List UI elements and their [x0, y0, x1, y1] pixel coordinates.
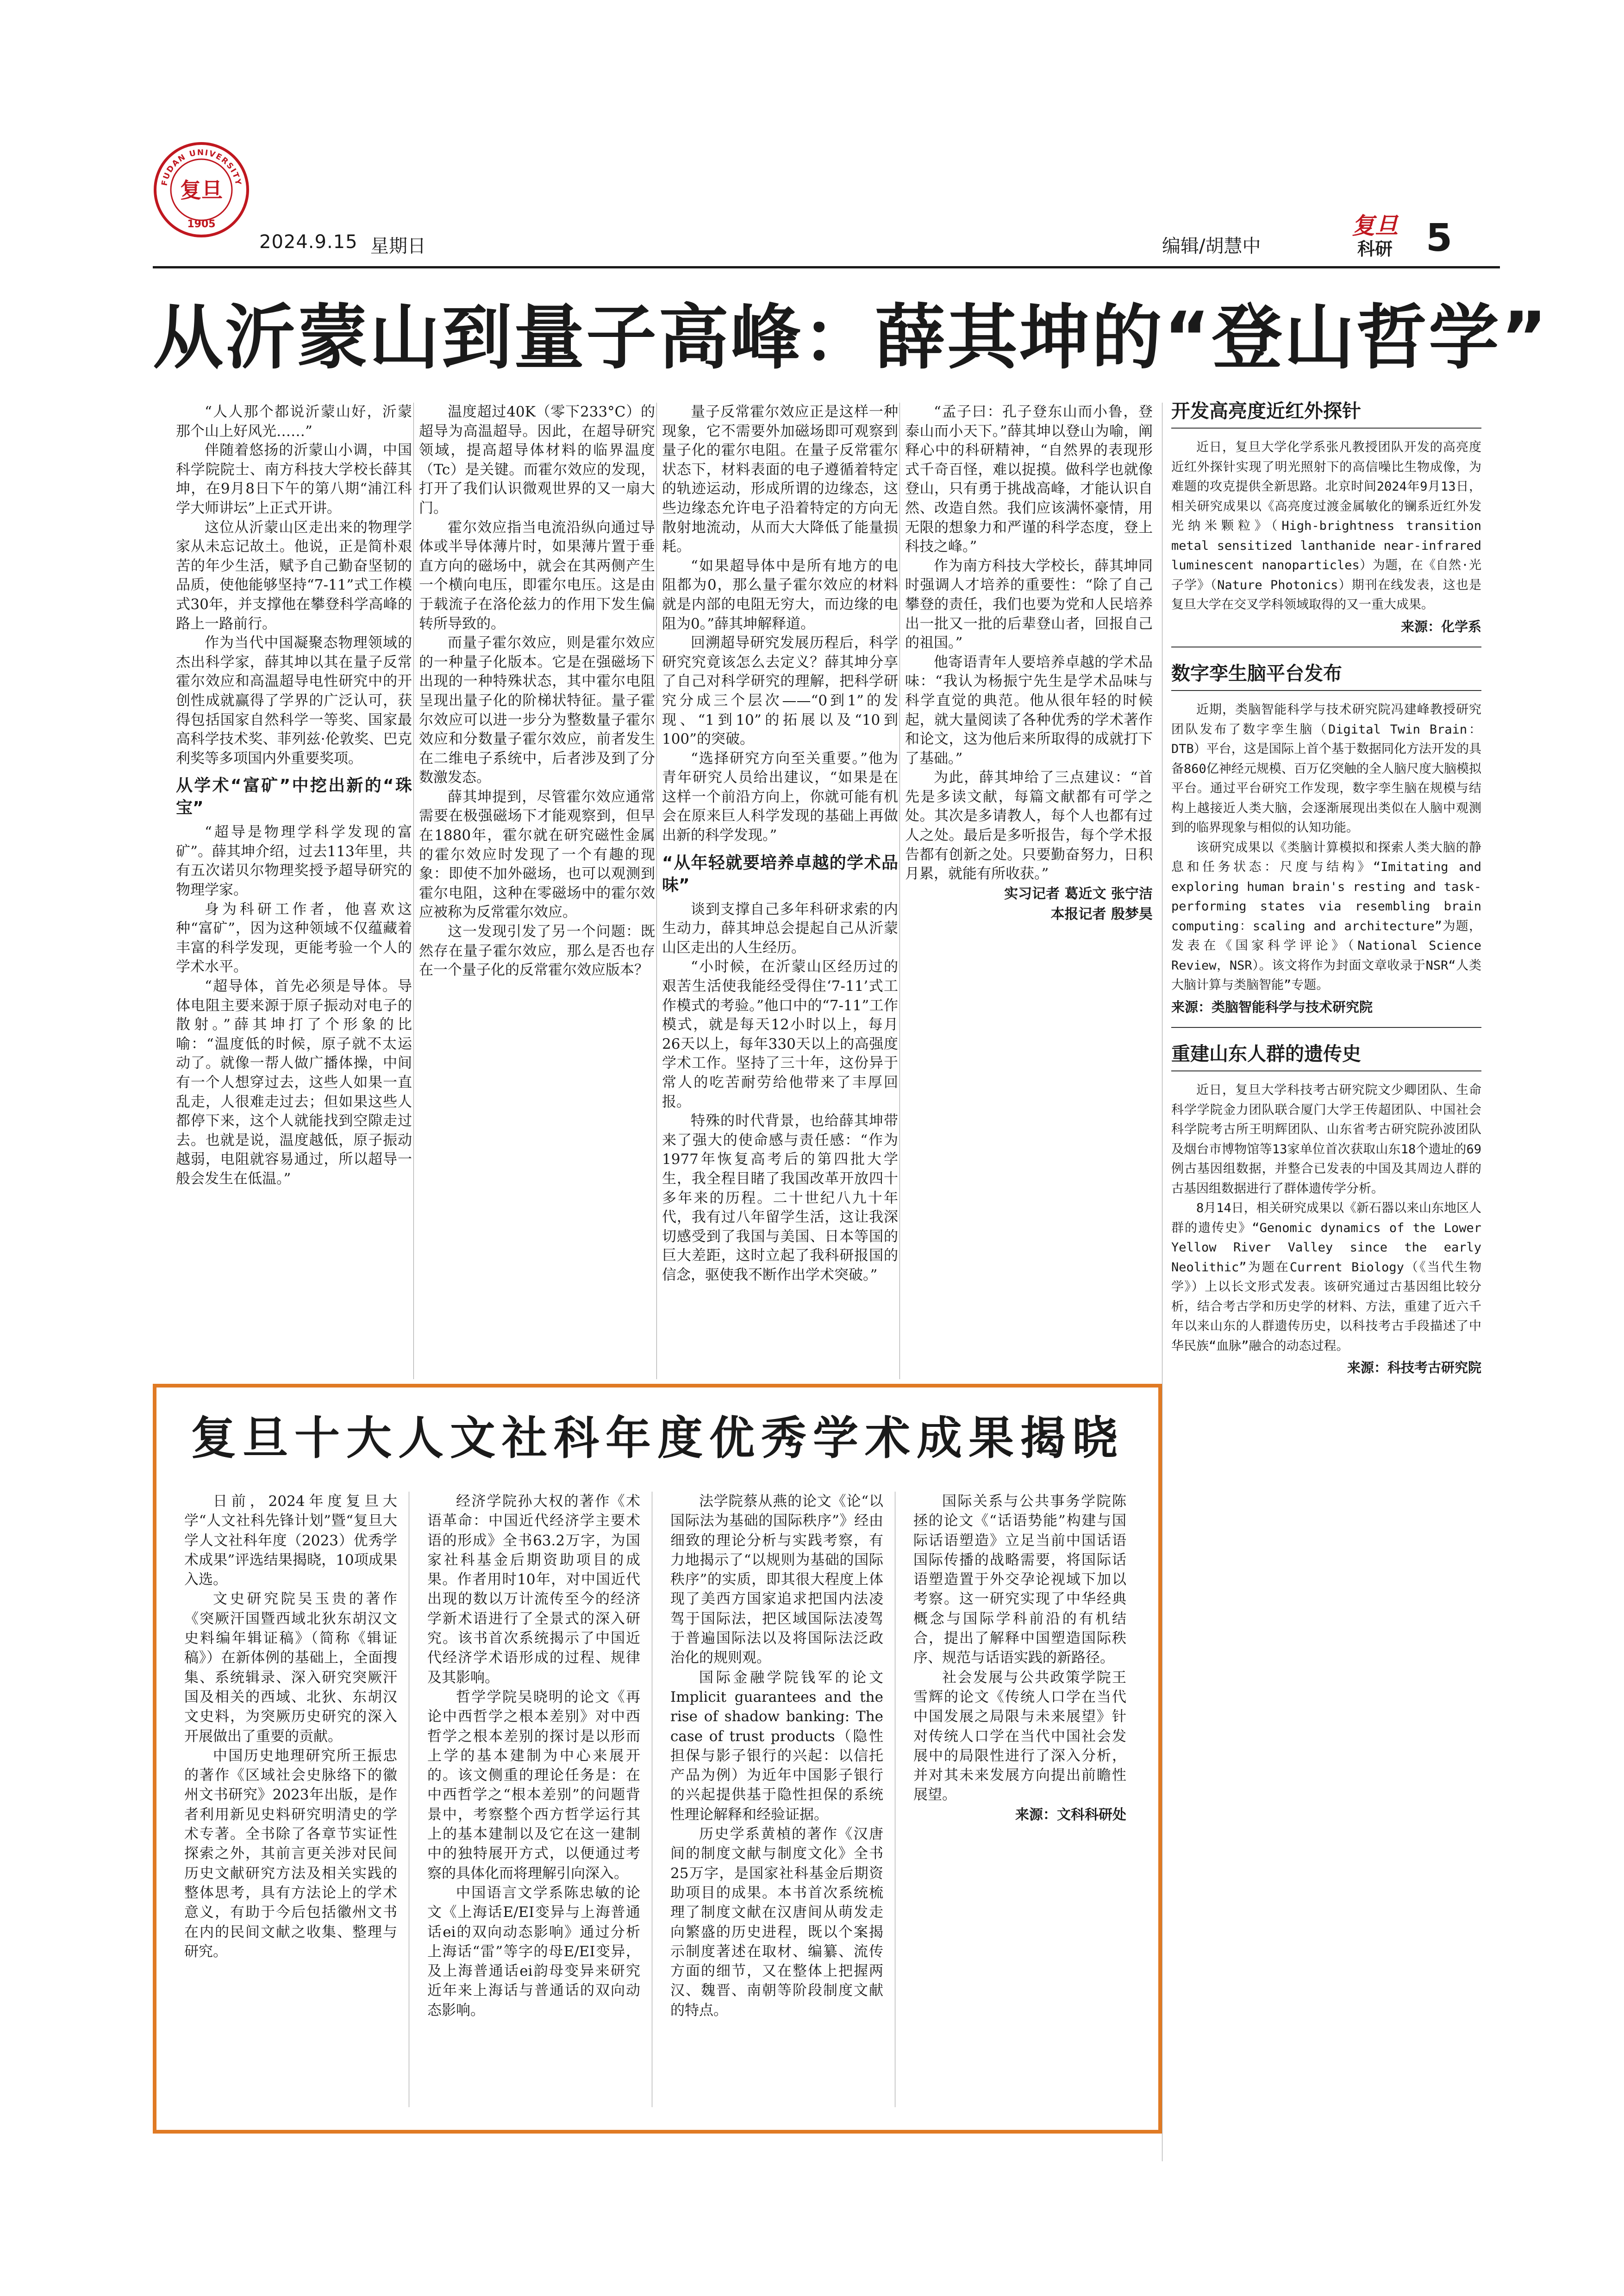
news-brief-divider: [1171, 1027, 1481, 1028]
university-seal-logo: [153, 141, 250, 238]
section-logo: [1343, 213, 1407, 259]
article-byline: 实习记者 葛近文 张宁洁: [1004, 885, 1153, 902]
header-rule: [153, 266, 1500, 268]
news-brief-paragraph: 近日，复旦大学科技考古研究院文少卿团队、生命科学学院金力团队联合厦门大学王传超团队、中国社会科学院考古所王明辉团队、山东省考古研究院孙波团队及烟台市博物馆等13家单位首次获取山东18个遗址的69例古基因组数据，并整合已发表的中国及其周边人群的古基因组数据进行了群体遗传学分析。: [1171, 1083, 1481, 1196]
news-brief: [1171, 1041, 1481, 1378]
news-brief-title: 开发高亮度近红外探针: [1171, 398, 1481, 429]
article-paragraph: 而量子霍尔效应，则是霍尔效应的一种量子化版本。它是在强磁场下出现的一种特殊状态，其中霍尔电阻呈现出量子化的阶梯状特征。量子霍尔效应可以进一步分为整数量子霍尔效应和分数量子霍尔效应，前者发生在二维电子系统中，后者涉及到了分数激发态。: [419, 635, 655, 786]
column-divider: [413, 403, 414, 1379]
feature-source: 来源：文科科研处: [1015, 1806, 1126, 1823]
article-column-3: [662, 403, 898, 1375]
news-brief-column: [1171, 398, 1481, 2161]
feature-paragraph: 法学院蔡从燕的论文《论“以国际法为基础的国际秩序”》经由细致的理论分析与实践考察，有力地揭示了“以规则为基础的国际秩序”的实质，即其很大程度上体现了美西方国家追求把国内法凌驾于国际法，把区域国际法凌驾于普遍国际法以及将国际法泛政治化的规则观。: [670, 1493, 883, 1667]
feature-paragraph: 经济学院孙大权的著作《术语革命：中国近代经济学主要术语的形成》全书63.2万字，为国家社科基金后期资助项目的成果。作者用时10年，对中国近代出现的数以万计流传至今的经济学新术语进行了全景式的深入研究。该书首次系统揭示了中国近代经济学术语形成的过程、规律及其影响。: [427, 1493, 640, 1686]
article-paragraph: 作为南方科技大学校长，薛其坤同时强调人才培养的重要性：“除了自己攀登的责任，我们也要为党和人民培养出一批又一批的后辈登山者，回报自己的祖国。”: [905, 557, 1153, 652]
seal-year: 1905: [187, 218, 216, 230]
editor-credit: 编辑/胡慧中: [1162, 236, 1261, 257]
article-paragraph: “超导是物理学科学发现的富矿”。薛其坤介绍，过去113年里，共有五次诺贝尔物理奖授予超导研究的物理学家。: [176, 824, 412, 899]
news-brief-source: 来源：科技考古研究院: [1347, 1360, 1481, 1375]
news-brief: [1171, 660, 1481, 1017]
article-paragraph: 这一发现引发了另一个问题：既然存在量子霍尔效应，那么是否也存在一个量子化的反常霍尔效应版本？: [419, 923, 655, 979]
article-paragraph: “选择研究方向至关重要。”他为青年研究人员给出建议，“如果是在这样一个前沿方向上，你就可能有机会在原来巨人科学发现的基础上再做出新的科学发现。”: [662, 750, 898, 844]
feature-column-1: [184, 1492, 397, 2112]
article-paragraph: 为此，薛其坤给了三点建议：“首先是多读文献，每篇文献都有可学之处。其次是多请教人，每个人也都有过人之处。最后是多听报告，每个学术报告都有创新之处。只要勤奋努力，日积月累，就能有所收获。”: [905, 769, 1153, 883]
seal-ring-text: FUDAN UNIVERSITY: [160, 148, 243, 187]
article-paragraph: 作为当代中国凝聚态物理领域的杰出科学家，薛其坤以其在量子反常霍尔效应和高温超导电性研究中的开创性成就赢得了学界的广泛认可，获得包括国家自然科学一等奖、国家最高科学技术奖、菲列兹·伦敦奖、巴克利奖等多项国内外重要奖项。: [176, 635, 412, 767]
article-column-4: [905, 403, 1153, 1375]
column-divider: [656, 403, 657, 1379]
section-name: 科研: [1357, 239, 1393, 259]
article-paragraph: 谈到支撑自己多年科研求索的内生动力，薛其坤总会提起自己从沂蒙山区走出的人生经历。: [662, 901, 898, 956]
brand-name: 复旦: [1352, 212, 1398, 239]
feature-paragraph: 中国语言文学系陈忠敏的论文《上海话E/EI变异与上海普通话ei的双向动态影响》通过分析上海话“雷”等字的母E/EI变异，及上海普通话ei韵母变异来研究近年来上海话与普通话的双向动态影响。: [427, 1884, 640, 2019]
article-paragraph: 薛其坤提到，尽管霍尔效应通常需要在极强磁场下才能观察到，但早在1880年，霍尔就在研究磁性金属的霍尔效应时发现了一个有趣的现象：即使不加外磁场，也可以观测到霍尔电阻，这种在零磁场中的霍尔效应被称为反常霍尔效应。: [419, 788, 655, 921]
article-subhead: “从年轻就要培养卓越的学术品味”: [662, 853, 898, 895]
feature-paragraph: 社会发展与公共政策学院王雪辉的论文《传统人口学在当代中国发展之局限与未来展望》针对传统人口学在当代中国社会发展中的局限性进行了深入分析，并对其未来发展方向提出前瞻性展望。: [913, 1669, 1126, 1804]
news-brief-source: 来源：类脑智能科学与技术研究院: [1171, 999, 1373, 1015]
feature-paragraph: 中国历史地理研究所王振忠的著作《区域社会史脉络下的徽州文书研究》2023年出版，是作者利用新见史料研究明清史的学术专著。全书除了各章节实证性探索之外，其前言更关涉对民间历史文献研究方法及相关实践的整体思考，具有方法论上的学术意义，有助于今后包括徽州文书在内的民间文献之收集、整理与研究。: [184, 1747, 397, 1960]
news-brief: [1171, 398, 1481, 636]
feature-box: [153, 1384, 1162, 2134]
article-paragraph: “孟子曰：孔子登东山而小鲁，登泰山而小天下。”薛其坤以登山为喻，阐释心中的科研精神，“自然界的表现形式千奇百怪，难以捉摸。做科学也就像登山，只有勇于挑战高峰，才能认识自然、改造自然。我们应该满怀豪情，用无限的想象力和严谨的科学态度，登上科技之峰。”: [905, 404, 1153, 555]
main-headline: 从沂蒙山到量子高峰：薛其坤的“登山哲学”: [153, 297, 1549, 379]
article-column-1: [176, 403, 412, 1375]
article-column-2: [419, 403, 655, 1375]
feature-column-2: [427, 1492, 640, 2112]
issue-date: 2024.9.15: [259, 231, 358, 253]
feature-paragraph: 历史学系黄楨的著作《汉唐间的制度文献与制度文化》全书25万字，是国家社科基金后期资助项目的成果。本书首次系统梳理了制度文献在汉唐间从萌发走向繁盛的历史进程，既以个案揭示制度著述在取材、编纂、流传方面的细节，又在整体上把握两汉、魏晋、南朝等阶段制度文献的特点。: [670, 1826, 883, 2019]
feature-paragraph: 文史研究院吴玉贵的著作《突厥汗国暨西域北狄东胡汉文史料编年辑证稿》（简称《辑证稿》）在新体例的基础上，全面搜集、系统辑录、深入研究突厥汗国及相关的西域、北狄、东胡汉文史料，为突厥历史研究的深入开展做出了重要的贡献。: [184, 1591, 397, 1745]
article-subhead: 从学术“富矿”中挖出新的“珠宝”: [176, 776, 412, 818]
feature-paragraph: 国际关系与公共事务学院陈拯的论文《“话语势能”构建与国际话语塑造》立足当前中国话语国际传播的战略需要，将国际话语塑造置于外交孕论视域下加以考察。这一研究实现了中华经典概念与国际学科前沿的有机结合，提出了解释中国塑造国际秩序、规范与话语实践的新路径。: [913, 1493, 1126, 1667]
news-brief-paragraph: 该研究成果以《类脑计算模拟和探索人类大脑的静息和任务状态：尺度与结构》“Imitating and exploring human brain's resting and task-performing states via resembling brain computing：scaling and architecture”为题，发表在《国家科学评论》（National Science Review，NSR）。该文将作为封面文章收录于NSR“人类大脑计算与类脑智能”专题。: [1171, 840, 1481, 992]
article-paragraph: 伴随着悠扬的沂蒙山小调，中国科学院院士、南方科技大学校长薛其坤，在9月8日下午的第八期“浦江科学大师讲坛”上正式开讲。: [176, 442, 412, 516]
article-paragraph: 温度超过40K（零下233°C）的超导为高温超导。因此，在超导研究领域，提高超导体材料的临界温度（Tc）是关键。而霍尔效应的发现，打开了我们认识微观世界的又一扇大门。: [419, 404, 655, 516]
seal-center-text: 复旦: [180, 178, 223, 203]
feature-paragraph: 哲学学院吴晓明的论文《再论中西哲学之根本差别》对中西哲学之根本差别的探讨是以形而上学的基本建制为中心来展开的。该文侧重的理论任务是：在中西哲学之“根本差别”的问题背景中，考察整个西方哲学运行其上的基本建制以及它在这一建制中的独特展开方式，以便通过考察的具体化而将理解引向深入。: [427, 1688, 640, 1882]
article-paragraph: 特殊的时代背景，也给薛其坤带来了强大的使命感与责任感：“作为1977年恢复高考后的第四批大学生，我全程目睹了我国改革开放四十多年来的历程。二十世纪八九十年代，我有过八年留学生活，这让我深切感受到了我国与美国、日本等国的巨大差距，这时立起了我科研报国的信念，驱使我不断作出学术突破。”: [662, 1113, 898, 1283]
article-paragraph: “如果超导体中是所有地方的电阻都为0，那么量子霍尔效应的材料就是内部的电阻无穷大，而边缘的电阻为0。”薛其坤解释道。: [662, 557, 898, 632]
article-paragraph: “超导体，首先必须是导体。导体电阻主要来源于原子振动对电子的散射。”薛其坤打了个形象的比喻：“温度低的时候，原子就不太运动了。就像一帮人做广播体操，中间有一个人想穿过去，这些人如果一直乱走，人很难走过去；但如果这些人都停下来，这个人就能找到空隙走过去。也就是说，温度越低，原子振动越弱，电阻就容易通过，所以超导一般会发生在低温。”: [176, 978, 412, 1187]
issue-weekday: 星期日: [370, 236, 426, 257]
news-brief-title: 数字孪生脑平台发布: [1171, 660, 1481, 691]
feature-paragraph: 日前，2024年度复旦大学“人文社科先锋计划”暨“复旦大学人文社科年度（2023）优秀学术成果”评选结果揭晓，10项成果入选。: [184, 1493, 397, 1588]
news-brief-title: 重建山东人群的遗传史: [1171, 1041, 1481, 1071]
article-paragraph: “小时候，在沂蒙山区经历过的艰苦生活使我能经受得住‘7-11’式工作模式的考验。”他口中的“7-11”工作模式，就是每天12小时以上，每月26天以上，每年330天以上的高强度学术工作。坚持了三十年，这份异于常人的吃苦耐劳给他带来了丰厚回报。: [662, 958, 898, 1110]
article-paragraph: 身为科研工作者，他喜欢这种“富矿”，因为这种领域不仅蕴藏着丰富的科学发现，更能考验一个人的学术水平。: [176, 901, 412, 976]
article-paragraph: 霍尔效应指当电流沿纵向通过导体或半导体薄片时，如果薄片置于垂直方向的磁场中，就会在其两侧产生一个横向电压，即霍尔电压。这是由于载流子在洛伦兹力的作用下发生偏转所导致的。: [419, 519, 655, 632]
page-number: 5: [1426, 216, 1453, 260]
feature-paragraph: 国际金融学院钱军的论文Implicit guarantees and the rise of shadow banking: The case of trust products（隐性担保与影子银行的兴起：以信托产品为例）为近年中国影子银行的兴起提供基于隐性担保的系统性理论解释和经验证据。: [670, 1669, 883, 1823]
article-paragraph: 他寄语青年人要培养卓越的学术品味：“我认为杨振宁先生是学术品味与科学直觉的典范。他从很年轻的时候起，就大量阅读了各种优秀的学术著作和论文，这为他后来所取得的成就打下了基础。”: [905, 653, 1153, 767]
news-brief-paragraph: 8月14日，相关研究成果以《新石器以来山东地区人群的遗传史》“Genomic dynamics of the Lower Yellow River Valley since the early Neolithic”为题在Current Biology（《当代生物学》）上以长文形式发表。该研究通过古基因组比较分析，结合考古学和历史学的材料、方法，重建了近六千年以来山东的人群遗传历史，以科技考古手段描述了中华民族“血脉”融合的动态过程。: [1171, 1201, 1481, 1353]
news-brief-paragraph: 近日，复旦大学化学系张凡教授团队开发的高亮度近红外探针实现了明光照射下的高信噪比生物成像，为难题的攻克提供全新思路。北京时间2024年9月13日，相关研究成果以《高亮度过渡金属敏化的镧系近红外发光纳米颗粒》（High-brightness transition metal sensitized lanthanide near-infrared luminescent nanoparticles）为题，在《自然·光子学》（Nature Photonics）期刊在线发表，这也是复旦大学在交叉学科领域取得的又一重大成果。: [1171, 440, 1481, 612]
article-paragraph: 回溯超导研究发展历程后，科学研究究竟该怎么去定义？薛其坤分享了自己对科学研究的理解，把科学研究分成三个层次——“0到1”的发现、“1到10”的拓展以及“10到100”的突破。: [662, 635, 898, 748]
column-divider: [899, 403, 900, 1379]
feature-box-title: 复旦十大人文社科年度优秀学术成果揭晓: [190, 1412, 1124, 1465]
article-paragraph: 量子反常霍尔效应正是这样一种现象，它不需要外加磁场即可观察到量子化的霍尔电阻。在量子反常霍尔状态下，材料表面的电子遵循着特定的轨迹运动，形成所谓的边缘态，这些边缘态允许电子沿着特定的方向无散射地流动，从而大大降低了能量损耗。: [662, 404, 898, 555]
article-paragraph: 这位从沂蒙山区走出来的物理学家从未忘记故土。他说，正是简朴艰苦的年少生活，赋予自己勤奋坚韧的品质，使他能够坚持“7-11”式工作模式30年，并支撑他在攀登科学高峰的路上一路前行。: [176, 519, 412, 632]
news-brief-paragraph: 近期，类脑智能科学与技术研究院冯建峰教授研究团队发布了数字孪生脑（Digital Twin Brain：DTB）平台，这是国际上首个基于数据同化方法开发的具备860亿神经元规模、百万亿突触的全人脑尺度大脑模拟平台。通过平台研究工作发现，数字孪生脑在规模与结构上越接近人类大脑，会逐渐展现出类似在人脑中观测到的临界现象与相似的认知功能。: [1171, 703, 1481, 835]
feature-column-3: [670, 1492, 883, 2112]
article-lead: “人人那个都说沂蒙山好，沂蒙那个山上好风光……”: [176, 404, 412, 440]
article-byline: 本报记者 殷梦昊: [1050, 906, 1153, 922]
news-brief-source: 来源：化学系: [1400, 618, 1481, 635]
feature-column-4: [913, 1492, 1126, 2112]
